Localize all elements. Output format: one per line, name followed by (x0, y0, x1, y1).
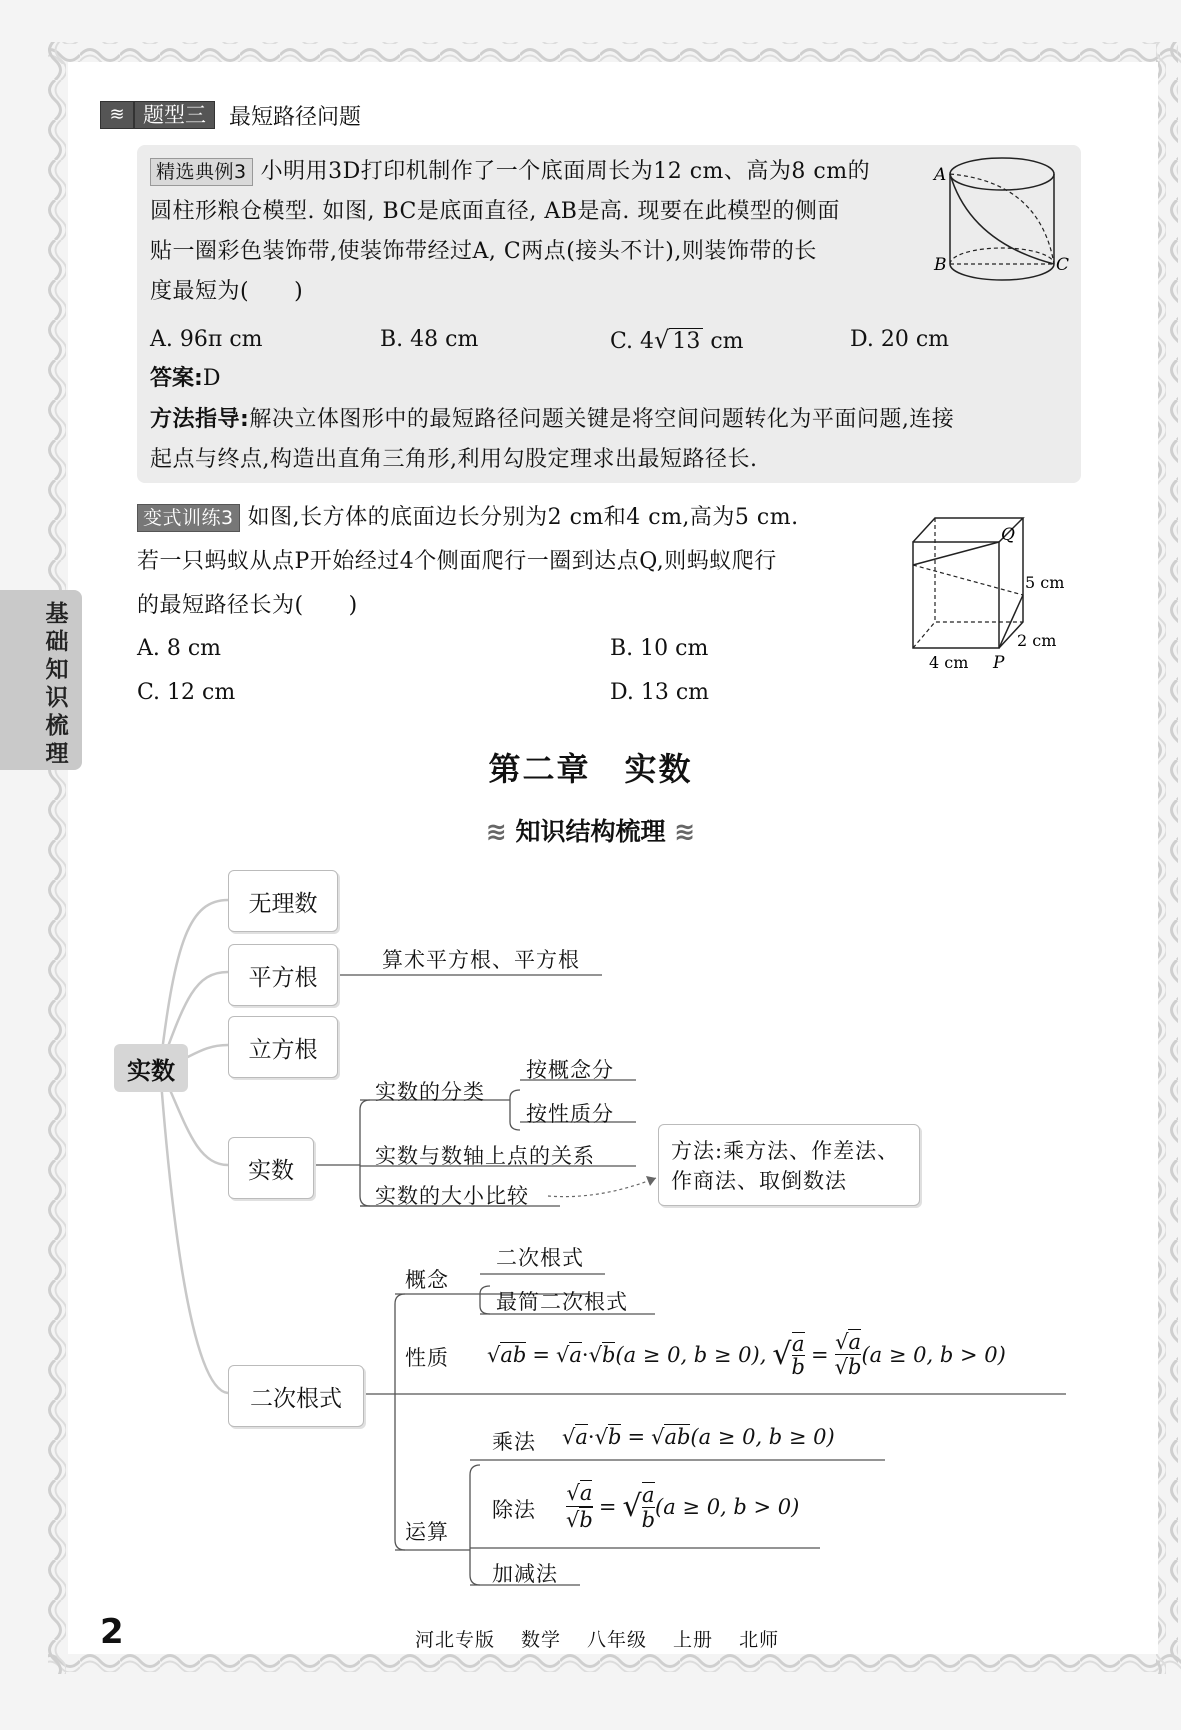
answer-value: D (202, 366, 221, 391)
mindmap-compare-methods (658, 1124, 920, 1206)
footer-volume: 上册 (673, 1629, 714, 1651)
variant-text: 变式训练3 如图,长方体的底面边长分别为2 cm和4 cm,高为5 cm. 若一只蚂蚁从点P开始经过4个侧面爬行一圈到达点Q,则蚂蚁爬行 的最短路径长为( ) (137, 505, 799, 618)
mindmap-square-root-sub: 算术平方根、平方根 (382, 948, 580, 972)
methods-line-2: 作商法、取倒数法 (671, 1169, 847, 1193)
mindmap-node-square-root: 平方根 (228, 944, 338, 1006)
mindmap-compare: 实数的大小比较 (375, 1184, 529, 1208)
footer-edition: 河北专版 (415, 1629, 496, 1651)
sqrt-symbol: √ (654, 326, 670, 354)
variant-tag: 变式训练3 (137, 504, 240, 532)
example-option-c: C. 4√ 13 cm (610, 326, 744, 354)
variant-option-d: D. 13 cm (610, 680, 710, 705)
wave-left-icon: ≋ (485, 817, 516, 846)
mindmap-concept-radical: 二次根式 (496, 1246, 584, 1270)
example-line-2: 圆柱形粮仓模型. 如图, BC是底面直径, AB是高. 现要在此模型的侧面 (150, 199, 840, 224)
mindmap-divide-formula: $\frac{√a}{√b}$ = √ a b (a ≥ 0, b > 0) (566, 1481, 800, 1532)
label-c: C (1056, 255, 1070, 275)
mindmap-multiply: 乘法 (492, 1430, 536, 1454)
mindmap-property-formula: √ ab = √ a · √ b (a ≥ 0, b ≥ 0), √ $\frac{a}{b}$ = $\frac{√a}{√b}$ (a ≥ 0, b > 0) (487, 1330, 1006, 1379)
label-width: 2 cm (1017, 631, 1057, 650)
mindmap-node-quadratic-radical: 二次根式 (228, 1365, 364, 1427)
wave-lines-icon: ≋ (100, 101, 134, 129)
label-length: 4 cm (929, 653, 969, 672)
example-option-b: B. 48 cm (380, 327, 479, 352)
label-height: 5 cm (1025, 573, 1065, 592)
section-title: 最短路径问题 (229, 104, 362, 130)
mindmap-property: 性质 (405, 1346, 449, 1370)
footer-info (415, 1625, 779, 1652)
variant-option-a: A. 8 cm (137, 636, 222, 661)
example-line-1: 小明用3D打印机制作了一个底面周长为12 cm、高为8 cm的 (260, 159, 871, 184)
footer-publisher: 北师 (739, 1629, 780, 1651)
footer-subject: 数学 (521, 1629, 562, 1651)
mindmap-class-by-concept: 按概念分 (526, 1058, 614, 1082)
mindmap-operation: 运算 (405, 1520, 449, 1544)
answer-label: 答案: (150, 366, 203, 391)
method-text: 方法指导:解决立体图形中的最短路径问题关键是将空间问题转化为平面问题,连接 起点与终点,构造出直角三角形,利用勾股定理求出最短路径长. (150, 407, 955, 472)
mindmap-root: 实数 (114, 1044, 188, 1092)
label-a: A (934, 165, 947, 185)
mindmap-concept-simplest: 最简二次根式 (496, 1290, 628, 1314)
mindmap-concept: 概念 (405, 1268, 449, 1292)
mindmap-number-line: 实数与数轴上点的关系 (375, 1144, 595, 1168)
label-q: Q (1001, 525, 1015, 545)
footer-grade: 八年级 (587, 1629, 648, 1651)
methods-line-1: 方法:乘方法、作差法、 (671, 1139, 900, 1163)
variant-option-b: B. 10 cm (610, 636, 709, 661)
mindmap-class-by-property: 按性质分 (526, 1102, 614, 1126)
section-badge: 题型三 (134, 101, 215, 129)
structure-title: 知识结构梳理 (515, 817, 666, 846)
chapter-title: 第二章 实数 (488, 750, 693, 788)
mindmap-classification: 实数的分类 (375, 1080, 485, 1104)
method-label: 方法指导: (150, 407, 250, 432)
example-option-a: A. 96π cm (150, 327, 263, 352)
example-line-3: 贴一圈彩色装饰带,使装饰带经过A, C两点(接头不计),则装饰带的长 (150, 239, 817, 264)
label-b: B (934, 255, 947, 275)
side-tab-text: 基础知识梳理 (45, 601, 69, 767)
label-p: P (993, 653, 1005, 673)
wave-right-icon: ≋ (665, 817, 696, 846)
example-tag: 精选典例3 (150, 158, 253, 186)
mindmap-multiply-formula: √ a · √ b = √ ab (a ≥ 0, b ≥ 0) (562, 1424, 835, 1449)
mindmap-add-subtract: 加减法 (492, 1562, 558, 1586)
mindmap-node-cube-root: 立方根 (228, 1016, 338, 1078)
mindmap-node-irrational: 无理数 (228, 870, 338, 932)
example-option-d: D. 20 cm (850, 327, 950, 352)
mindmap-node-real-number: 实数 (228, 1137, 314, 1199)
page-number: 2 (100, 1612, 124, 1652)
mindmap-divide: 除法 (492, 1498, 536, 1522)
example-line-4: 度最短为( ) (150, 279, 304, 304)
variant-option-c: C. 12 cm (137, 680, 236, 705)
